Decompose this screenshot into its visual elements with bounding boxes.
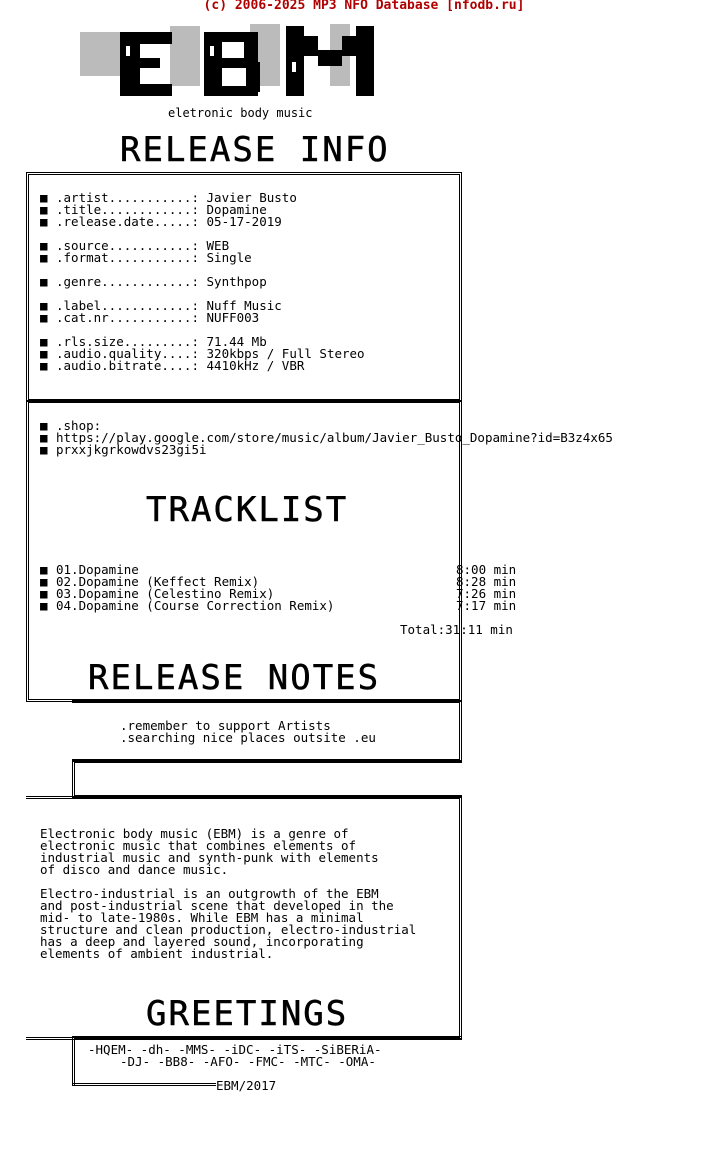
shop-url[interactable]: ■ https://play.google.com/store/music/album/Javier_Busto_Dopamine?id=B3z4x65 <box>40 430 613 445</box>
heading-release-notes: RELEASE NOTES <box>88 658 381 698</box>
greetings-base-line <box>72 1083 216 1086</box>
note-line: .remember to support Artists <box>120 718 331 733</box>
description-line: mid- to late-1980s. While EBM has a minimal <box>40 910 364 925</box>
total-length: Total:31:11 min <box>400 622 513 637</box>
field-label: ■ .label............: Nuff Music <box>40 298 282 313</box>
description-line: structure and clean production, electro-industrial <box>40 922 417 937</box>
copyright-banner: (c) 2006-2025 MP3 NFO Database [nfodb.ru] <box>203 0 525 13</box>
description-line: of disco and dance music. <box>40 862 229 877</box>
field-artist: ■ .artist...........: Javier Busto <box>40 190 297 205</box>
field-title: ■ .title............: Dopamine <box>40 202 267 217</box>
track-item: ■ 03.Dopamine (Celestino Remix) 7:26 min <box>40 586 517 601</box>
track-item: ■ 02.Dopamine (Keffect Remix) 8:28 min <box>40 574 517 589</box>
logo-subtitle: eletronic body music <box>168 106 313 120</box>
description-line: electronic music that combines elements of <box>40 838 357 853</box>
track-list <box>40 564 540 612</box>
field-release-date: ■ .release.date.....: 05-17-2019 <box>40 214 282 229</box>
heading-greetings: GREETINGS <box>146 994 349 1034</box>
description-line: industrial music and synth-punk with elements <box>40 850 379 865</box>
field-audio-bitrate: ■ .audio.bitrate....: 4410kHz / VBR <box>40 358 305 373</box>
field-cat-nr: ■ .cat.nr...........: NUFF003 <box>40 310 260 325</box>
signature: EBM/2017 <box>216 1078 277 1093</box>
description-line: elements of ambient industrial. <box>40 946 274 961</box>
description-line: has a deep and layered sound, incorporating <box>40 934 364 949</box>
description-line: Electro-industrial is an outgrowth of the EBM <box>40 886 379 901</box>
field-genre: ■ .genre............: Synthpop <box>40 274 267 289</box>
greetings-line: -HQEM- -dh- -MMS- -iDC- -iTS- -SiBERiA- <box>88 1042 382 1057</box>
shop-code: ■ prxxjkgrkowdvs23gi5i <box>40 442 207 457</box>
shop-label: ■ .shop: <box>40 418 102 433</box>
field-rls-size: ■ .rls.size.........: 71.44 Mb <box>40 334 267 349</box>
heading-tracklist: TRACKLIST <box>146 490 349 530</box>
heading-release-info: RELEASE INFO <box>120 130 390 170</box>
track-item: ■ 04.Dopamine (Course Correction Remix) 7:17 min <box>40 598 517 613</box>
connector-box <box>72 760 462 798</box>
description-line: and post-industrial scene that developed in the <box>40 898 394 913</box>
field-format: ■ .format...........: Single <box>40 250 252 265</box>
release-info-list <box>40 192 365 372</box>
field-source: ■ .source...........: WEB <box>40 238 230 253</box>
ebm-logo <box>80 22 390 102</box>
description-line: Electronic body music (EBM) is a genre of <box>40 826 349 841</box>
greetings-line: -DJ- -BB8- -AFO- -FMC- -MTC- -OMA- <box>120 1054 376 1069</box>
shop-list <box>40 420 613 456</box>
field-audio-quality: ■ .audio.quality....: 320kbps / Full Stereo <box>40 346 365 361</box>
track-item: ■ 01.Dopamine 8:00 min <box>40 562 517 577</box>
note-line: .searching nice places outsite .eu <box>120 730 376 745</box>
